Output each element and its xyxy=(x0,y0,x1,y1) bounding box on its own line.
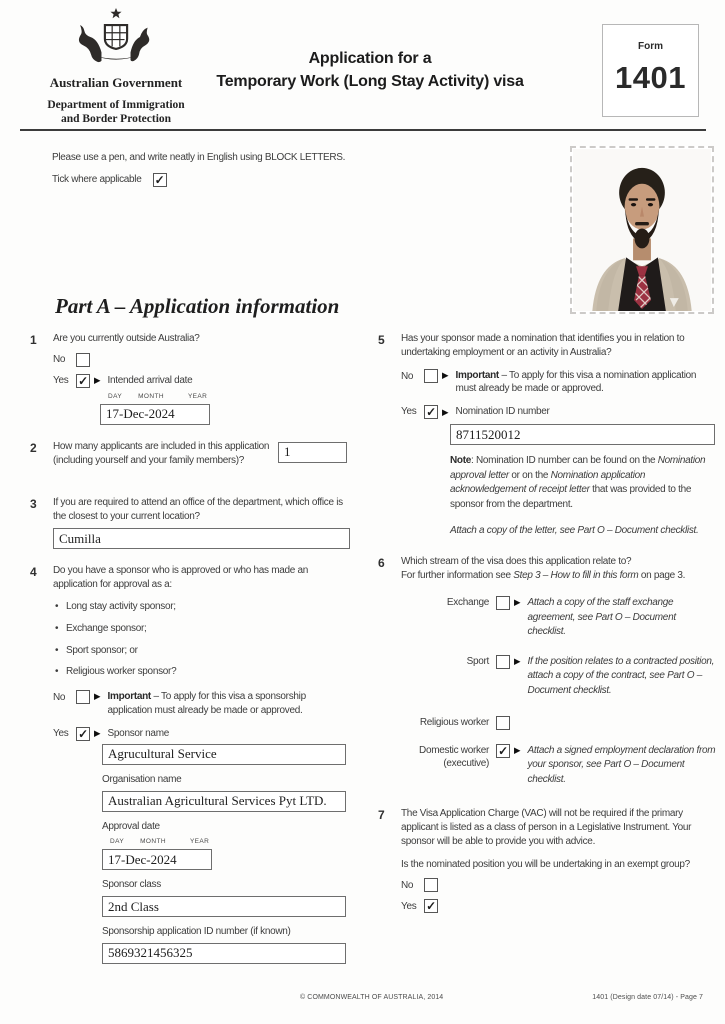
q6-option-sport xyxy=(401,655,716,699)
q1-yes-checkbox[interactable] xyxy=(76,374,90,388)
question-2-text: How many applicants are included in this application (including yourself and your family members)? xyxy=(53,440,270,466)
question-1-text: Are you currently outside Australia? xyxy=(53,333,200,344)
question-5-number: 5 xyxy=(378,333,385,347)
q4-yes-checkbox[interactable] xyxy=(76,727,90,741)
q6-sport-note: If the position relates to a contracted position, attach a copy of the contract, see Part O – Document checklist. xyxy=(527,655,715,696)
tick-icon: ✓ xyxy=(78,373,88,388)
pointer-icon: ▶ xyxy=(94,691,101,702)
agency-department-name: Department of Immigration and Border Protection xyxy=(47,98,185,125)
form-title xyxy=(170,47,570,93)
coat-of-arms-icon xyxy=(69,60,163,71)
form-number-value: 1401 xyxy=(615,59,686,95)
q6-domestic-worker-note: Attach a signed employment declaration from your sponsor, see Part O – Document checklist. xyxy=(527,744,716,785)
question-3-number: 3 xyxy=(30,496,37,511)
question-3 xyxy=(30,496,350,550)
q6-exchange-note: Attach a copy of the staff exchange agreement, see Part O – Document checklist. xyxy=(527,596,676,638)
no-label: No xyxy=(53,692,66,704)
q4-sponsor-class-input[interactable]: 2nd Class xyxy=(102,896,346,917)
q5-nomination-id-input[interactable]: 8711520012 xyxy=(450,424,715,445)
agency-government-name: Australian Government xyxy=(49,74,183,90)
yes-label: Yes xyxy=(53,374,69,386)
q4-sponsor-name-input[interactable]: Agrucultural Service xyxy=(102,744,346,765)
pointer-icon: ▶ xyxy=(514,596,521,607)
pointer-icon: ▶ xyxy=(94,728,101,739)
q6-exchange-label: Exchange xyxy=(446,596,489,608)
no-label: No xyxy=(401,370,414,382)
question-7-text: The Visa Application Charge (VAC) will not be required if the primary applicant is listed as a class of person in a Legislative Instrument. Your sponsor will be able to provide you with advice. xyxy=(401,808,692,847)
q4-sponsorship-id-input[interactable]: 5869321456325 xyxy=(102,943,346,964)
yes-label: Yes xyxy=(401,900,417,912)
q6-sport-label: Sport xyxy=(466,655,489,667)
tick-example-checkbox[interactable] xyxy=(153,173,167,187)
q1-no-checkbox[interactable] xyxy=(76,353,90,367)
question-3-text: If you are required to attend an office of the department, which office is the closest to your current location? xyxy=(53,496,343,522)
q4-important-note: Important – To apply for this visa a sponsorship application must already be made or approved. xyxy=(107,691,306,716)
pointer-icon: ▶ xyxy=(94,375,101,386)
q6-domestic-worker-checkbox[interactable] xyxy=(496,744,510,758)
q6-sport-checkbox[interactable] xyxy=(496,655,510,669)
q6-exchange-checkbox[interactable] xyxy=(496,596,510,610)
tick-icon: ✓ xyxy=(78,726,88,741)
q5-note: Note: Nomination ID number can be found on the Nomination approval letter or on the Nomination application acknowledgement of receipt letter that was provided to the sponsor from the department. xyxy=(450,455,706,510)
footer-page-info: 1401 (Design date 07/14) - Page 7 xyxy=(592,994,703,1001)
yes-label: Yes xyxy=(401,406,417,418)
bullet-icon: • xyxy=(55,644,59,656)
q6-religious-worker-label: Religious worker xyxy=(419,716,489,728)
q5-attach-note: Attach a copy of the letter, see Part O – Document checklist. xyxy=(450,524,699,536)
q5-yes-checkbox[interactable] xyxy=(424,405,438,419)
no-label: No xyxy=(53,353,66,365)
q1-arrival-date-label: Intended arrival date xyxy=(107,374,193,386)
tick-icon: ✓ xyxy=(426,405,436,420)
q5-important-note: Important – To apply for this visa a nomination application must already be made or approved. xyxy=(455,369,697,395)
bullet-icon: • xyxy=(55,622,59,634)
tick-icon: ✓ xyxy=(498,743,508,758)
q4-sponsor-class-label: Sponsor class xyxy=(102,879,161,891)
question-4-text: Do you have a sponsor who is approved or who has made an application for approval as a: xyxy=(53,565,309,591)
q4-organisation-input[interactable]: Australian Agricultural Services Pyt LTD. xyxy=(102,791,346,812)
q6-option-exchange xyxy=(401,596,716,640)
form-title-line2: Temporary Work (Long Stay Activity) visa xyxy=(216,73,524,91)
bullet-icon: • xyxy=(55,666,59,678)
pointer-icon: ▶ xyxy=(442,369,449,380)
pointer-icon: ▶ xyxy=(442,406,449,417)
question-6 xyxy=(378,555,716,787)
header-divider xyxy=(20,129,706,131)
q7-yes-checkbox[interactable] xyxy=(424,899,438,913)
q5-nomination-label: Nomination ID number xyxy=(455,406,550,418)
pointer-icon: ▶ xyxy=(514,655,521,666)
question-6-text: Which stream of the visa does this application relate to? xyxy=(401,556,632,568)
q6-option-domestic-worker xyxy=(401,744,716,788)
q4-bullet-4: • Religious worker sponsor? xyxy=(55,666,177,678)
instructions xyxy=(52,151,472,187)
question-6-number: 6 xyxy=(378,556,385,571)
q4-organisation-label: Organisation name xyxy=(102,773,182,785)
q4-sponsor-name-label: Sponsor name xyxy=(107,727,169,739)
part-a-heading: Part A – Application information xyxy=(55,294,340,318)
form-title-line1: Application for a xyxy=(308,50,432,67)
q6-option-religious-worker xyxy=(401,716,716,730)
q4-sponsorship-id-label: Sponsorship application ID number (if known) xyxy=(102,926,291,938)
question-5-text: Has your sponsor made a nomination that identifies you in relation to undertaking employment or an activity in Australia? xyxy=(401,333,685,358)
question-2-number: 2 xyxy=(30,440,37,455)
form-number-label: Form xyxy=(638,41,663,52)
date-column-headers: DAY MONTH YEAR xyxy=(110,838,210,846)
instructions-line2: Tick where applicable xyxy=(52,173,142,185)
q1-arrival-date-input[interactable]: 17-Dec-2024 xyxy=(100,404,210,425)
no-label: No xyxy=(401,879,414,891)
tick-icon: ✓ xyxy=(154,172,165,187)
yes-label: Yes xyxy=(53,727,69,739)
q4-approval-date-input[interactable]: 17-Dec-2024 xyxy=(102,849,212,870)
q4-approval-date-label: Approval date xyxy=(102,820,160,832)
q7-no-checkbox[interactable] xyxy=(424,878,438,892)
question-1-number: 1 xyxy=(30,333,37,347)
footer-copyright: © COMMONWEALTH OF AUSTRALIA, 2014 xyxy=(300,994,444,1001)
question-6-info: For further information see Step 3 – How to fill in this form on page 3. xyxy=(401,570,686,582)
q4-bullet-1: • Long stay activity sponsor; xyxy=(55,600,176,612)
question-7-question: Is the nominated position you will be undertaking in an exempt group? xyxy=(401,858,690,870)
q5-no-checkbox[interactable] xyxy=(424,369,438,383)
pointer-icon: ▶ xyxy=(514,744,521,755)
form-number-box xyxy=(602,24,699,117)
instructions-line1: Please use a pen, and write neatly in English using BLOCK LETTERS. xyxy=(52,152,346,163)
q4-bullet-3: • Sport sponsor; or xyxy=(55,644,138,656)
q6-religious-worker-checkbox[interactable] xyxy=(496,716,510,730)
applicant-photo xyxy=(570,146,714,314)
question-2 xyxy=(30,440,350,484)
question-4 xyxy=(30,564,350,964)
q2-applicants-count-input[interactable]: 1 xyxy=(278,442,347,463)
question-7-number: 7 xyxy=(378,808,385,823)
q4-bullet-2: • Exchange sponsor; xyxy=(55,622,147,634)
q4-no-checkbox[interactable] xyxy=(76,690,90,704)
question-1 xyxy=(30,332,350,425)
question-7 xyxy=(378,807,716,913)
question-5 xyxy=(378,332,716,537)
q6-domestic-worker-label: Domestic worker (executive) xyxy=(419,744,489,769)
tick-icon: ✓ xyxy=(426,899,436,914)
question-4-number: 4 xyxy=(30,565,37,580)
q3-closest-office-input[interactable]: Cumilla xyxy=(53,528,350,549)
date-column-headers: DAY MONTH YEAR xyxy=(108,392,208,400)
bullet-icon: • xyxy=(55,600,59,612)
